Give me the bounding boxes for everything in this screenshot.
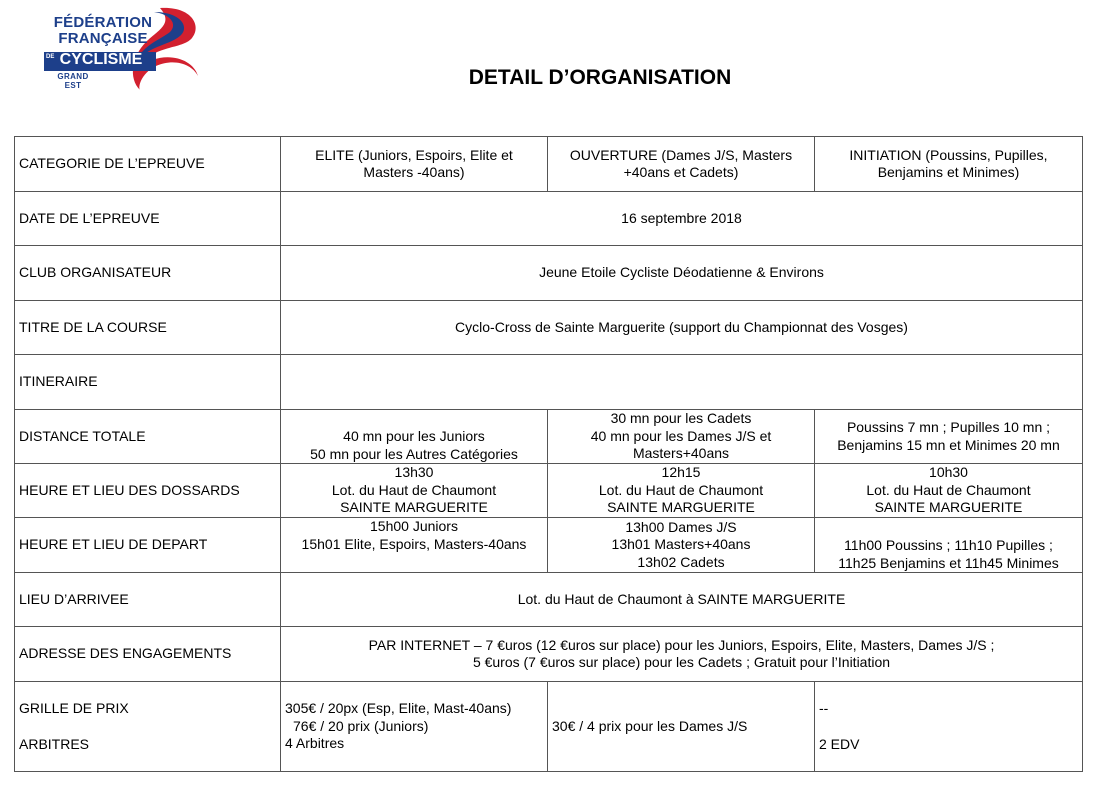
categorie-ouverture [548,137,815,192]
cell-line: OUVERTURE (Dames J/S, Masters [569,146,793,163]
club-value: Jeune Etoile Cycliste Déodatienne & Environs [281,246,1083,301]
cell-line: 15h01 Elite, Espoirs, Masters-40ans [301,535,527,552]
cell-line: Masters+40ans [632,445,730,462]
cell-line: ELITE (Juniors, Espoirs, Elite et [315,146,513,163]
table-row-titre [15,301,1083,355]
logo-line-cyclisme: CYCLISME [59,51,143,68]
label-grille-prix: GRILLE DE PRIX [19,699,129,716]
cell-line: 76€ / 20 prix (Juniors) [293,717,429,734]
cell-line: 13h02 Cadets [637,553,725,570]
cell-line: 13h01 Masters+40ans [611,536,751,553]
cell-line: 15h00 Juniors [370,518,458,534]
table-row-itineraire [15,355,1083,410]
cell-line: 11h25 Benjamins et 11h45 Minimes [838,554,1059,571]
cell-line: Benjamins et Minimes) [877,164,1020,180]
cell-line: SAINTE MARGUERITE [874,499,1023,516]
cell-line: 30€ / 4 prix pour les Dames J/S [552,717,748,734]
cell-line: Poussins 7 mn ; Pupilles 10 mn ; [846,419,1051,435]
table-row-categorie [15,137,1083,192]
ffc-logo [42,6,202,92]
dossards-elite [281,464,548,518]
table-row-engagements [15,627,1083,682]
logo-line-federation: FÉDÉRATION [53,14,153,31]
table-row-distance [15,410,1083,464]
cell-line: PAR INTERNET – 7 €uros (12 €uros sur place) pour les Juniors, Espoirs, Elite, Masters, Dames J/S ; [368,636,995,653]
categorie-initiation [815,137,1083,192]
distance-ouverture [548,410,815,464]
cell-line: Lot. du Haut de Chaumont [866,481,1031,498]
categorie-elite [281,137,548,192]
table-row-prix-arbitres [15,682,1083,772]
cell-line: INITIATION (Poussins, Pupilles, [849,146,1048,163]
label-distance: DISTANCE TOTALE [15,410,281,464]
depart-initiation [815,518,1083,573]
cell-line: 50 mn pour les Autres Catégories [310,445,518,462]
arrivee-value: Lot. du Haut de Chaumont à SAINTE MARGUERITE [281,573,1083,627]
logo-line-francaise: FRANÇAISE [58,30,148,47]
cell-line: Lot. du Haut de Chaumont [331,481,497,498]
prix-arbitres-elite [281,682,548,772]
cell-line: 12h15 [661,464,701,481]
label-arbitres: ARBITRES [19,736,90,752]
organisation-table [14,136,1083,772]
cell-line: 10h30 [929,464,968,481]
date-value: 16 septembre 2018 [281,192,1083,246]
cell-line: 13h00 Dames J/S [625,518,737,535]
cell-line: 2 EDV [819,736,860,752]
prix-arbitres-initiation [815,682,1083,772]
engagements-value [281,627,1083,682]
label-arrivee: LIEU D’ARRIVEE [15,573,281,627]
prix-arbitres-ouverture [548,682,815,772]
table-row-arrivee [15,573,1083,627]
label-date: DATE DE L’EPREUVE [15,192,281,246]
distance-initiation [815,410,1083,464]
cell-line: Masters -40ans) [363,164,465,180]
cell-line: -- [819,699,829,716]
cell-line: SAINTE MARGUERITE [340,499,488,516]
table-row-depart [15,518,1083,573]
table-row-club [15,246,1083,301]
dossards-ouverture [548,464,815,518]
titre-value: Cyclo-Cross de Sainte Marguerite (support du Championnat des Vosges) [281,301,1083,355]
page-title: DETAIL D’ORGANISATION [468,66,732,89]
cell-line: 13h30 [394,464,434,481]
cell-line: 40 mn pour les Juniors [343,428,485,444]
depart-elite [281,518,548,573]
label-engagements: ADRESSE DES ENGAGEMENTS [15,627,281,682]
cell-line: Benjamins 15 mn et Minimes 20 mn [837,436,1060,453]
table-row-dossards [15,464,1083,518]
cell-line: 4 Arbitres [285,735,345,752]
table-row-date [15,192,1083,246]
label-titre: TITRE DE LA COURSE [15,301,281,355]
label-club: CLUB ORGANISATEUR [15,246,281,301]
cell-line: 5 €uros (7 €uros sur place) pour les Cadets ; Gratuit pour l’Initiation [472,654,891,670]
label-dossards: HEURE ET LIEU DES DOSSARDS [15,464,281,518]
cell-line: 305€ / 20px (Esp, Elite, Mast-40ans) [285,700,512,717]
label-depart: HEURE ET LIEU DE DEPART [15,518,281,573]
cell-line: Lot. du Haut de Chaumont [598,481,764,498]
label-itineraire: ITINERAIRE [15,355,281,410]
label-prix-arbitres [15,682,281,772]
cell-line: 40 mn pour les Dames J/S et [590,427,772,444]
distance-elite [281,410,548,464]
logo-prefix: DE [46,54,55,60]
label-categorie: CATEGORIE DE L’EPREUVE [15,137,281,192]
cell-line: +40ans et Cadets) [623,164,739,180]
itineraire-value [281,355,1083,410]
depart-ouverture [548,518,815,573]
logo-line-grand-est: GRAND EST [57,72,89,90]
cell-line: 11h00 Poussins ; 11h10 Pupilles ; [844,537,1053,553]
dossards-initiation [815,464,1083,518]
cell-line: SAINTE MARGUERITE [607,499,755,516]
cell-line: 30 mn pour les Cadets [610,410,752,427]
